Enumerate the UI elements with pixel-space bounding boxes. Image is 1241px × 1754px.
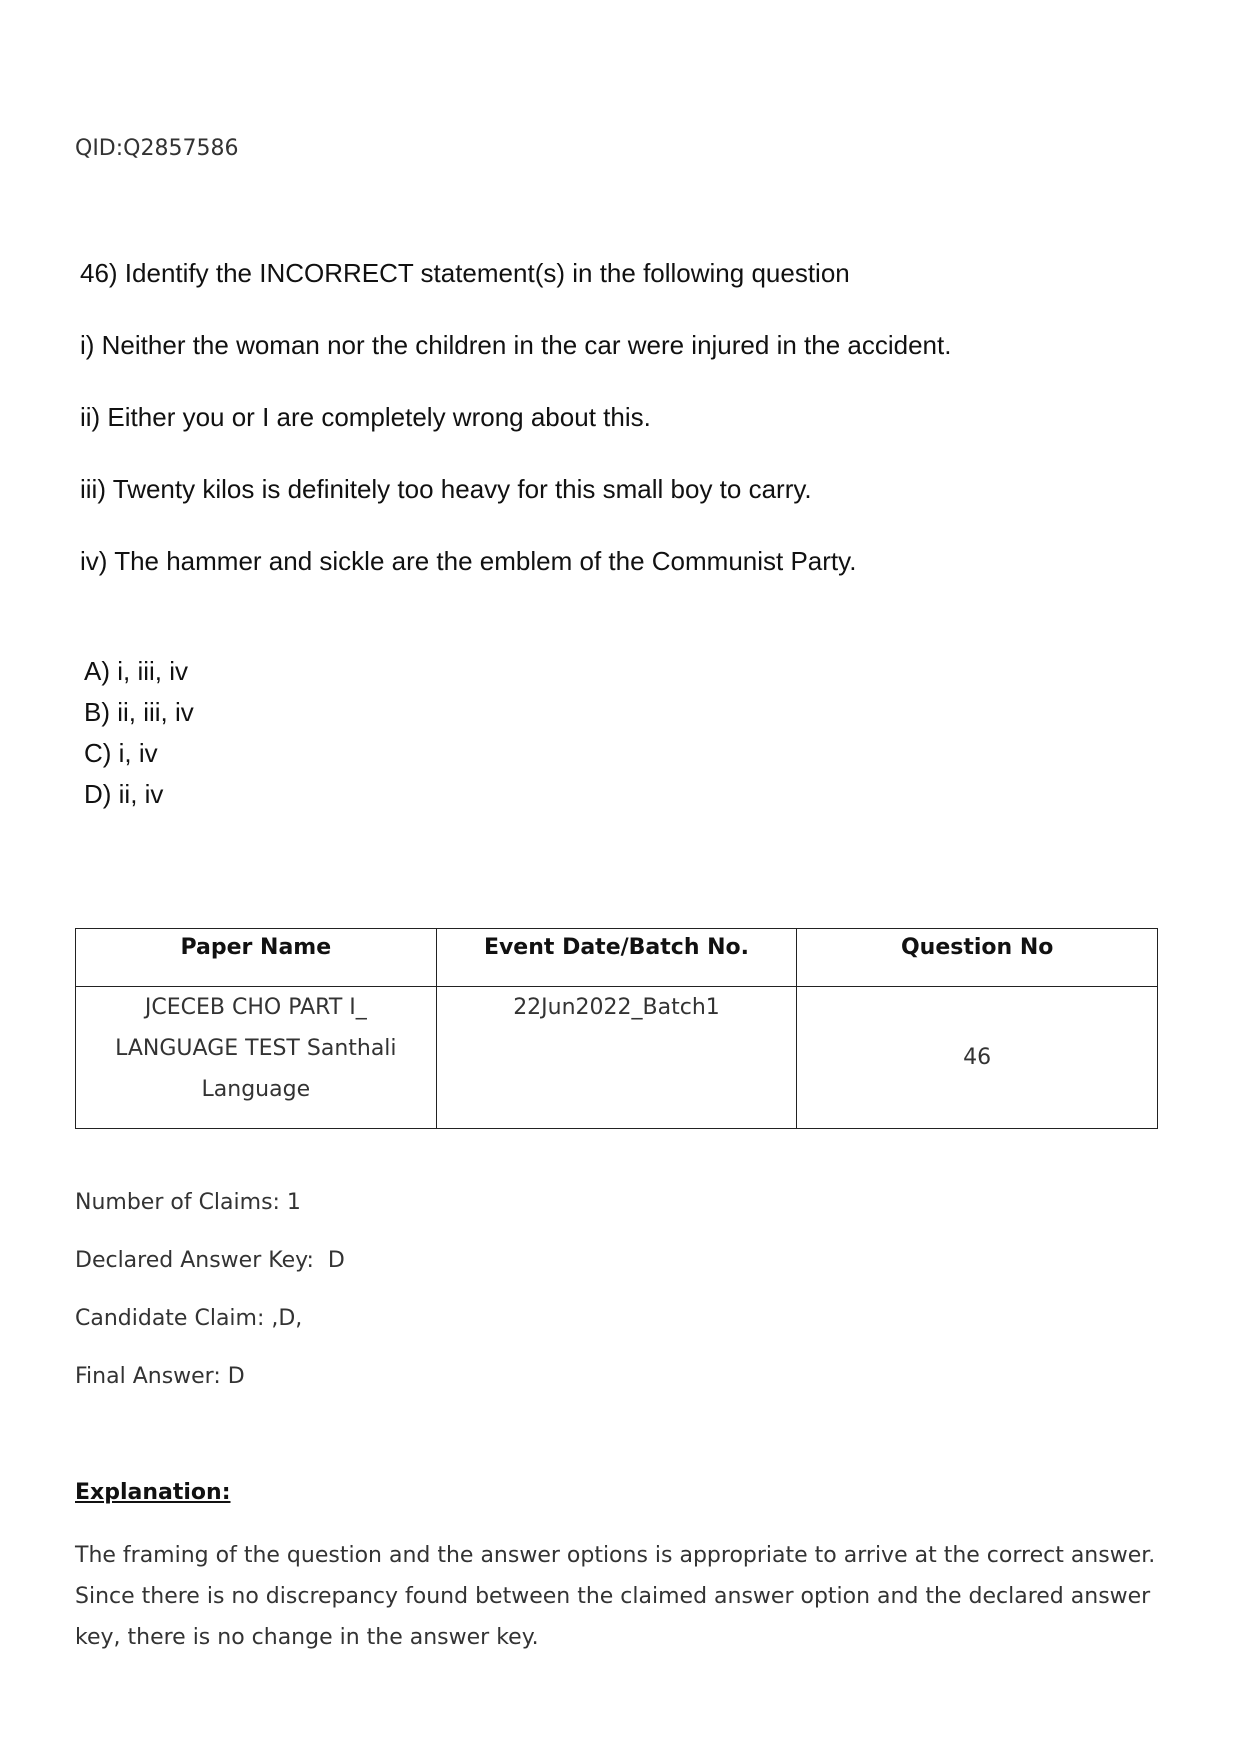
option-d: D) ii, iv: [84, 779, 164, 809]
question-block: [80, 258, 1180, 618]
question-id: QID:Q2857586: [75, 136, 239, 161]
statement-i: i) Neither the woman nor the children in the car were injured in the accident.: [80, 330, 952, 360]
claims-summary: [75, 1190, 345, 1422]
statement-iii: iii) Twenty kilos is definitely too heavy for this small boy to carry.: [80, 474, 812, 504]
declared-answer-key: Declared Answer Key: D: [75, 1248, 345, 1273]
table-row: [76, 987, 1158, 1129]
final-answer: Final Answer: D: [75, 1364, 245, 1389]
candidate-claim: Candidate Claim: ,D,: [75, 1306, 303, 1331]
number-of-claims: Number of Claims: 1: [75, 1190, 301, 1215]
table-header-row: [76, 929, 1158, 987]
option-c: C) i, iv: [84, 738, 158, 768]
header-paper-name: Paper Name: [76, 929, 437, 987]
header-question-no: Question No: [797, 929, 1158, 987]
option-b: B) ii, iii, iv: [84, 697, 194, 727]
header-event-date: Event Date/Batch No.: [436, 929, 797, 987]
answer-options: [84, 656, 194, 820]
explanation-heading: Explanation:: [75, 1480, 231, 1505]
cell-event-date: 22Jun2022_Batch1: [436, 987, 797, 1129]
cell-paper-name: JCECEB CHO PART I_ LANGUAGE TEST Santhali Language: [76, 987, 437, 1129]
explanation-text: The framing of the question and the answer options is appropriate to arrive at the correct answer. Since there is no discrepancy found between the claimed answer option and the declared answer key, there is no change in the answer key.: [75, 1543, 1156, 1650]
statement-ii: ii) Either you or I are completely wrong about this.: [80, 402, 651, 432]
paper-info-table: [75, 928, 1158, 1129]
question-stem: 46) Identify the INCORRECT statement(s) in the following question: [80, 258, 850, 288]
statement-iv: iv) The hammer and sickle are the emblem of the Communist Party.: [80, 546, 857, 576]
option-a: A) i, iii, iv: [84, 656, 188, 686]
cell-question-no: 46: [797, 987, 1158, 1129]
